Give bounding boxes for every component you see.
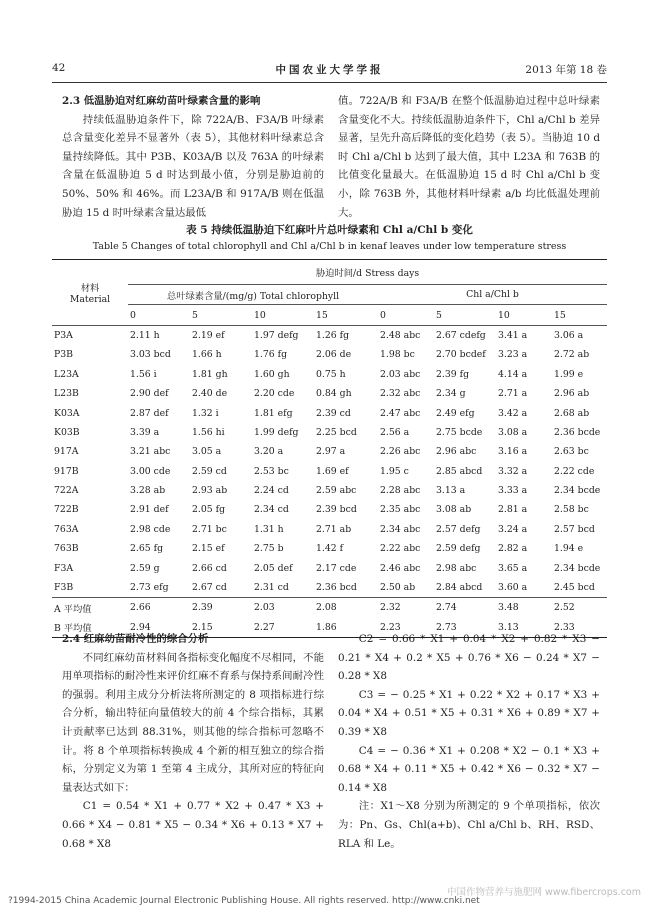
copyright-footer: ?1994-2015 China Academic Journal Electronic Publishing House. All rights reserved. http://www.cnki.net [8,896,480,906]
value-cell: 2.97 a [316,446,346,458]
value-cell: 2.15 ef [192,543,225,555]
value-cell: 2.68 ab [554,407,590,419]
value-cell: 2.35 abc [380,504,421,516]
value-cell: 2.48 abc [380,329,421,341]
value-cell: 1.81 efg [254,407,293,419]
header-rule [52,82,607,83]
value-cell: 1.99 e [554,368,584,380]
value-cell: 3.03 bcd [130,349,171,361]
value-cell: 3.08 a [498,426,528,438]
value-cell: 1.60 gh [254,368,290,380]
section-2-3-right [338,92,600,222]
value-cell: 3.08 ab [436,504,472,516]
value-cell: 2.22 abc [380,543,421,555]
value-cell: 2.34 g [436,388,466,400]
material-cell: 917A [54,446,79,458]
value-cell: 2.91 def [130,504,169,516]
value-cell: 2.27 [254,621,275,633]
value-cell: 2.57 bcd [554,523,595,535]
table-row [52,325,607,345]
value-cell: 2.71 bc [192,523,227,535]
day-header-cell: 0 [380,309,386,321]
value-cell: 2.59 abc [316,485,357,497]
paragraph: 持续低温胁迫条件下，除 722A/B、F3A/B 叶绿素总含量变化差异不显著外（表 5），其他材料叶绿素总含量持续降低。其中 P3B、K03A/B 以及 763A 的叶绿素含量在低温胁迫 5 d 时达到最小值，分别是胁迫前的 50%、50% 和 46%。而 L23A/B 和 917A/B 则在低温胁迫 15 d 时叶绿素含量达最低 [62,113,324,219]
value-cell: 3.21 abc [130,446,171,458]
value-cell: 2.40 de [192,388,228,400]
value-cell: 1.69 ef [316,465,349,477]
material-cell: 722A [54,485,79,497]
value-cell: 1.56 hi [192,426,225,438]
value-cell: 2.36 bcde [554,426,601,438]
value-cell: 2.34 bcde [554,562,601,574]
value-cell: 2.11 h [130,329,160,341]
value-cell: 2.59 g [130,562,160,574]
value-cell: 2.03 abc [380,368,421,380]
value-cell: 2.81 a [498,504,528,516]
value-cell: 3.33 a [498,485,528,497]
value-cell: 2.46 abc [380,562,421,574]
material-cell: L23B [54,388,79,400]
value-cell: 1.98 bc [380,349,415,361]
table-row [52,462,607,481]
material-cell: K03B [54,426,80,438]
chl-ratio-header: Chl a/Chl b [378,285,607,305]
value-cell: 3.42 a [498,407,528,419]
equation-note: 注：X1～X8 分别为所测定的 9 个单项指标，依次为：Pn、Gs、Chl(a+b)、Chl a/Chl b、RH、RSD、RLA 和 Le。 [338,800,600,850]
section-2-3-left [62,92,324,222]
value-cell: 2.32 abc [380,388,421,400]
material-cell: B 平均值 [54,623,92,635]
journal-title: 中国农业大学学报 [275,64,384,76]
section-2-4-left [62,630,324,853]
material-cell: F3B [54,582,74,594]
value-cell: 2.23 [380,621,401,633]
value-cell: 3.00 cde [130,465,171,477]
value-cell: 2.20 cde [254,388,295,400]
table-row [52,403,607,422]
table-row [52,384,607,403]
value-cell: 2.34 bcde [554,485,601,497]
value-cell: 2.73 [436,621,457,633]
section-heading: 2.3 低温胁迫对红麻幼苗叶绿素含量的影响 [62,95,261,107]
value-cell: 1.99 defg [254,426,299,438]
table-caption-en: Table 5 Changes of total chlorophyll and Chl a/Chl b in kenaf leaves under low temperature stress [92,241,567,252]
value-cell: 2.25 bcd [316,426,357,438]
table-row [52,578,607,598]
value-cell: 2.90 def [130,388,169,400]
value-cell: 2.63 bc [554,446,589,458]
table-row [52,481,607,500]
value-cell: 2.96 abc [436,446,477,458]
day-header-row [52,305,607,325]
material-cell: K03A [54,407,80,419]
value-cell: 1.26 fg [316,329,350,341]
table-row [52,423,607,442]
value-cell: 2.08 [316,602,337,614]
day-header-cell: 0 [130,309,136,321]
table-row [52,598,607,618]
day-header-cell: 5 [436,309,442,321]
day-header-cell: 10 [254,309,266,321]
material-header: 材料 Material [69,282,111,305]
value-cell: 2.34 cd [254,504,289,516]
value-cell: 3.23 a [498,349,528,361]
value-cell: 2.56 a [380,426,410,438]
value-cell: 2.53 bc [254,465,289,477]
value-cell: 2.57 defg [436,523,481,535]
table-row [52,365,607,384]
value-cell: 2.49 efg [436,407,475,419]
value-cell: 2.06 de [316,349,352,361]
equation-c3: C3 = − 0.25 * X1 + 0.22 * X2 + 0.17 * X3 + 0.04 * X4 + 0.51 * X5 + 0.31 * X6 + 0.89 * X7 + 0.39 * X8 [338,688,600,738]
paragraph: 值。722A/B 和 F3A/B 在整个低温胁迫过程中总叶绿素含量变化不大。持续低温胁迫条件下，Chl a/Chl b 差异显著，呈先升高后降低的变化趋势（表 5）。当胁迫 10 d 时 Chl a/Chl b 达到了最大值，其中 L23A 和 763B 的比值变化量最大。在低温胁迫 15 d 时 Chl a/Chl b 变小，除 763B 外，其他材料叶绿素 a/b 均比低温处理前大。 [338,95,600,219]
total-chlorophyll-header: 总叶绿素含量/(mg/g) Total chlorophyll [128,285,378,305]
table-row [52,442,607,461]
equation-c2: C2 = 0.66 * X1 + 0.04 * X2 + 0.82 * X3 − 0.21 * X4 + 0.2 * X5 + 0.76 * X6 − 0.24 * X7 − 0.28 * X8 [338,633,600,683]
value-cell: 3.41 a [498,329,528,341]
page-number: 42 [52,62,66,74]
value-cell: 2.52 [554,602,575,614]
value-cell: 1.66 h [192,349,222,361]
value-cell: 2.73 efg [130,582,169,594]
value-cell: 2.93 ab [192,485,228,497]
value-cell: 3.20 a [254,446,284,458]
value-cell: 2.19 ef [192,329,225,341]
watermark: 中国作物营养与施肥网 www.fibercrops.com [446,887,641,898]
table-row [52,520,607,539]
value-cell: 2.84 abcd [436,582,483,594]
value-cell: 2.75 b [254,543,284,555]
material-cell: A 平均值 [54,603,92,615]
value-cell: 1.94 e [554,543,584,555]
value-cell: 1.32 i [192,407,219,419]
value-cell: 2.58 bc [554,504,589,516]
value-cell: 2.17 cde [316,562,357,574]
day-header-cell: 15 [316,309,328,321]
value-cell: 2.98 abc [436,562,477,574]
value-cell: 3.24 a [498,523,528,535]
value-cell: 2.67 cdefg [436,329,486,341]
chlorophyll-table [52,259,607,638]
day-header-cell: 10 [498,309,510,321]
value-cell: 3.32 a [498,465,528,477]
table-row [52,558,607,577]
value-cell: 1.76 fg [254,349,288,361]
equation-c4: C4 = − 0.36 * X1 + 0.208 * X2 − 0.1 * X3 + 0.68 * X4 + 0.11 * X5 + 0.42 * X6 − 0.32 * X7 − 0.14 * X8 [338,744,600,794]
day-header-cell: 5 [192,309,198,321]
section-2-4-right [338,630,600,853]
value-cell: 2.59 cd [192,465,227,477]
stress-days-header: 胁迫时间/d Stress days [128,260,607,285]
value-cell: 3.13 [498,621,519,633]
material-cell: P3B [54,349,74,361]
value-cell: 1.95 c [380,465,409,477]
year-volume: 2013 年第 18 卷 [525,64,607,76]
value-cell: 1.31 h [254,523,284,535]
value-cell: 1.97 defg [254,329,299,341]
value-cell: 2.31 cd [254,582,289,594]
value-cell: 2.33 [554,621,575,633]
table-row [52,500,607,519]
value-cell: 2.26 abc [380,446,421,458]
value-cell: 3.60 a [498,582,528,594]
value-cell: 1.56 i [130,368,157,380]
value-cell: 0.84 gh [316,388,352,400]
value-cell: 3.13 a [436,485,466,497]
material-cell: L23A [54,368,79,380]
value-cell: 3.16 a [498,446,528,458]
value-cell: 2.71 a [498,388,528,400]
value-cell: 2.94 [130,621,151,633]
material-cell: F3A [54,562,74,574]
value-cell: 2.59 defg [436,543,481,555]
running-header [52,62,607,80]
value-cell: 2.87 def [130,407,169,419]
value-cell: 2.71 ab [316,523,352,535]
value-cell: 2.85 abcd [436,465,483,477]
equation-c1: C1 = 0.54 * X1 + 0.77 * X2 + 0.47 * X3 + 0.66 * X4 − 0.81 * X5 − 0.34 * X6 + 0.13 * X7 + 0.68 * X8 [62,800,324,850]
value-cell: 2.75 bcde [436,426,483,438]
value-cell: 2.39 bcd [316,504,357,516]
value-cell: 3.39 a [130,426,160,438]
material-cell: 763B [54,543,79,555]
value-cell: 2.36 bcd [316,582,357,594]
value-cell: 3.48 [498,602,519,614]
value-cell: 2.45 bcd [554,582,595,594]
table-caption-cn: 表 5 持续低温胁迫下红麻叶片总叶绿素和 Chl a/Chl b 变化 [186,224,473,236]
material-cell: P3A [54,329,73,341]
value-cell: 3.65 a [498,562,528,574]
value-cell: 2.28 abc [380,485,421,497]
value-cell: 2.72 ab [554,349,590,361]
value-cell: 3.06 a [554,329,584,341]
value-cell: 2.39 fg [436,368,470,380]
value-cell: 2.39 [192,602,213,614]
value-cell: 0.75 h [316,368,346,380]
value-cell: 2.15 [192,621,213,633]
value-cell: 3.05 a [192,446,222,458]
material-cell: 763A [54,523,79,535]
value-cell: 2.47 abc [380,407,421,419]
value-cell: 4.14 a [498,368,528,380]
value-cell: 2.66 [130,602,151,614]
material-cell: 722B [54,504,79,516]
value-cell: 2.24 cd [254,485,289,497]
value-cell: 1.81 gh [192,368,228,380]
value-cell: 2.65 fg [130,543,164,555]
paragraph: 不同红麻幼苗材料间各指标变化幅度不尽相同，不能用单项指标的耐冷性来评价红麻不育系与保持系间耐冷性的强弱。利用主成分分析法将所测定的 8 项指标进行综合分析，输出特征向量值较大的前 4 个综合指标，其累计贡献率已达到 88.31%，则其他的综合指标可忽略不计。将 8 个单项指标转换成 4 个新的相互独立的综合指标，分别定义为第 1 至第 4 主成分，其所对应的特征向量表达式如下： [62,651,324,794]
value-cell: 2.39 cd [316,407,351,419]
value-cell: 1.42 f [316,543,344,555]
section-heading: 2.4 红麻幼苗耐冷性的综合分析 [62,633,209,645]
value-cell: 3.28 ab [130,485,166,497]
value-cell: 2.34 abc [380,523,421,535]
value-cell: 2.67 cd [192,582,227,594]
value-cell: 2.66 cd [192,562,227,574]
value-cell: 2.05 def [254,562,293,574]
value-cell: 2.22 cde [554,465,595,477]
value-cell: 2.05 fg [192,504,226,516]
value-cell: 2.98 cde [130,523,171,535]
value-cell: 1.86 [316,621,337,633]
table-row [52,345,607,364]
value-cell: 2.32 [380,602,401,614]
table-row [52,539,607,558]
value-cell: 2.74 [436,602,457,614]
value-cell: 2.50 ab [380,582,416,594]
value-cell: 2.70 bcdef [436,349,486,361]
value-cell: 2.96 ab [554,388,590,400]
value-cell: 2.03 [254,602,275,614]
day-header-cell: 15 [554,309,566,321]
material-cell: 917B [54,465,79,477]
value-cell: 2.82 a [498,543,528,555]
